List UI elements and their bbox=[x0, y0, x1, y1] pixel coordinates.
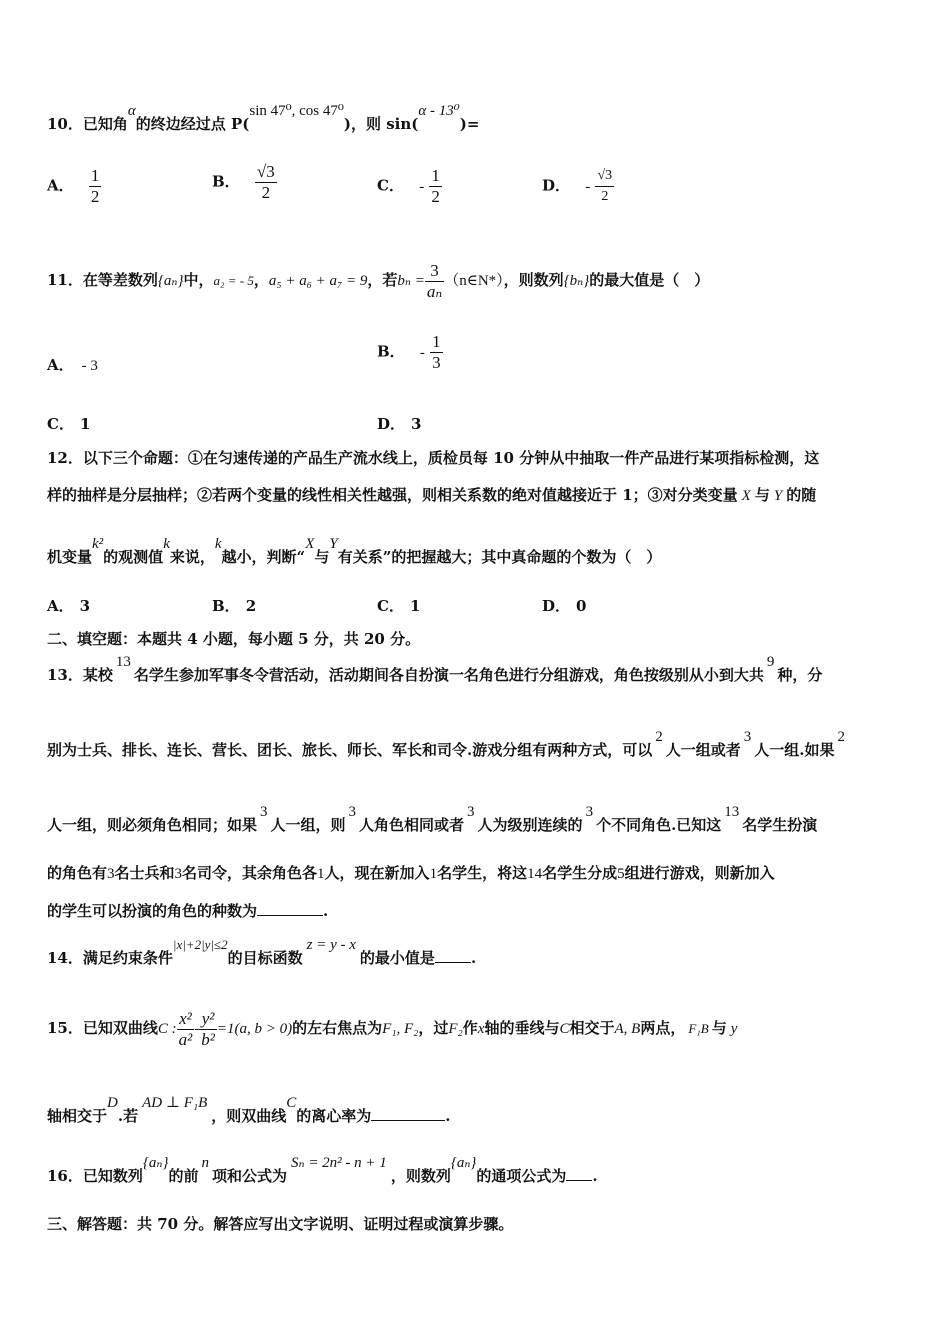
q14-stem: 14．满足约束条件|x|+2|y|≤2的目标函数z = y - x的最小值是 . bbox=[47, 937, 477, 967]
q13-answer-blank[interactable] bbox=[257, 901, 323, 916]
q15-line-2: 轴相交于D.若AD ⊥ F₁B，则双曲线C的离心率为 . bbox=[47, 1095, 451, 1125]
q12-line-2: 样的抽样是分层抽样；②若两个变量的线性相关性越强，则相关系数的绝对值越接近于 1；③对分类变量 X 与 Y 的随 bbox=[47, 486, 817, 504]
q13-line-5: 的学生可以扮演的角色的种数为 . bbox=[47, 902, 329, 920]
q12-option-c[interactable]: C． 1 bbox=[377, 597, 421, 615]
q16-answer-blank[interactable] bbox=[566, 1166, 592, 1181]
alpha-symbol: α bbox=[127, 103, 136, 119]
q10-option-d[interactable]: D． - $\frac{√3}{2}$ bbox=[542, 168, 613, 204]
q13-line-1: 13．某校13名学生参加军事冬令营活动，活动期间各自扮演一名角色进行分组游戏，角色按级别从小到大共9种，分 bbox=[47, 654, 823, 684]
section-fill-in-heading: 二、填空题：本题共 4 小题，每小题 5 分，共 20 分。 bbox=[47, 630, 421, 648]
q11-stem: 11．在等差数列{aₙ}中，a₂ = - 5，a₅ + a₆ + a₇ = 9，若bₙ = $\frac{3}{\text{aₙ}}$ （n∈N*），则数列{bₙ}的最大值是（ ） bbox=[47, 260, 710, 301]
q10-option-a[interactable]: A． $\frac{1}{2}$ bbox=[47, 166, 100, 206]
q16-stem: 16．已知数列{aₙ}的前n项和公式为Sₙ = 2n² - n + 1，则数列{aₙ}的通项公式为 . bbox=[47, 1155, 598, 1185]
q11-option-c[interactable]: C． 1 bbox=[47, 415, 91, 433]
section-solutions-heading: 三、解答题：共 70 分。解答应写出文字说明、证明过程或演算步骤。 bbox=[47, 1215, 514, 1233]
q13-line-4: 的角色有3名士兵和3名司令，其余角色各1人，现在新加入1名学生，将这14名学生分成5组进行游戏，则新加入 bbox=[47, 864, 775, 882]
q12-option-a[interactable]: A． 3 bbox=[47, 597, 91, 615]
q10-option-b[interactable]: B． $\frac{√3}{2}$ bbox=[212, 162, 275, 202]
q13-line-2: 别为士兵、排长、连长、营长、团长、旅长、师长、军长和司令.游戏分组有两种方式，可以2人一组或者3人一组.如果2 bbox=[47, 729, 845, 759]
q11-option-b[interactable]: B． - $\frac{1}{3}$ bbox=[377, 332, 441, 372]
q12-line-3: 机变量k²的观测值k来说，k越小，判断“X与Y有关系”的把握越大；其中真命题的个数为（ ） bbox=[47, 536, 662, 566]
q13-line-3: 人一组，则必须角色相同；如果3人一组，则3人角色相同或者3人为级别连续的3个不同角色.已知这13名学生扮演 bbox=[47, 804, 818, 834]
q10-stem: 10．已知角α的终边经过点 P(sin 47⁰, cos 47⁰)，则 sin(α - 13⁰)= bbox=[47, 103, 480, 133]
q12-option-d[interactable]: D． 0 bbox=[542, 597, 587, 615]
q12-option-b[interactable]: B． 2 bbox=[212, 597, 257, 615]
q14-answer-blank[interactable] bbox=[435, 948, 471, 963]
q10-option-c[interactable]: C． - $\frac{1}{2}$ bbox=[377, 166, 440, 206]
q12-line-1: 12．以下三个命题：①在匀速传递的产品生产流水线上，质检员每 10 分钟从中抽取一件产品进行某项指标检测，这 bbox=[47, 449, 820, 467]
q11-option-a[interactable]: A． - 3 bbox=[47, 356, 98, 374]
q11-option-d[interactable]: D． 3 bbox=[377, 415, 422, 433]
q15-answer-blank[interactable] bbox=[371, 1106, 445, 1121]
q15-line-1: 15．已知双曲线C : $\frac{\text{x²}}{\text{a²}}$ - $\frac{\text{y²}}{\text{b²}}$ =1(a, b > 0)的左右焦点为F₁, F₂，过F₂作x轴的垂线与C相交于A, B两点， F₁B 与 y bbox=[47, 1008, 738, 1049]
